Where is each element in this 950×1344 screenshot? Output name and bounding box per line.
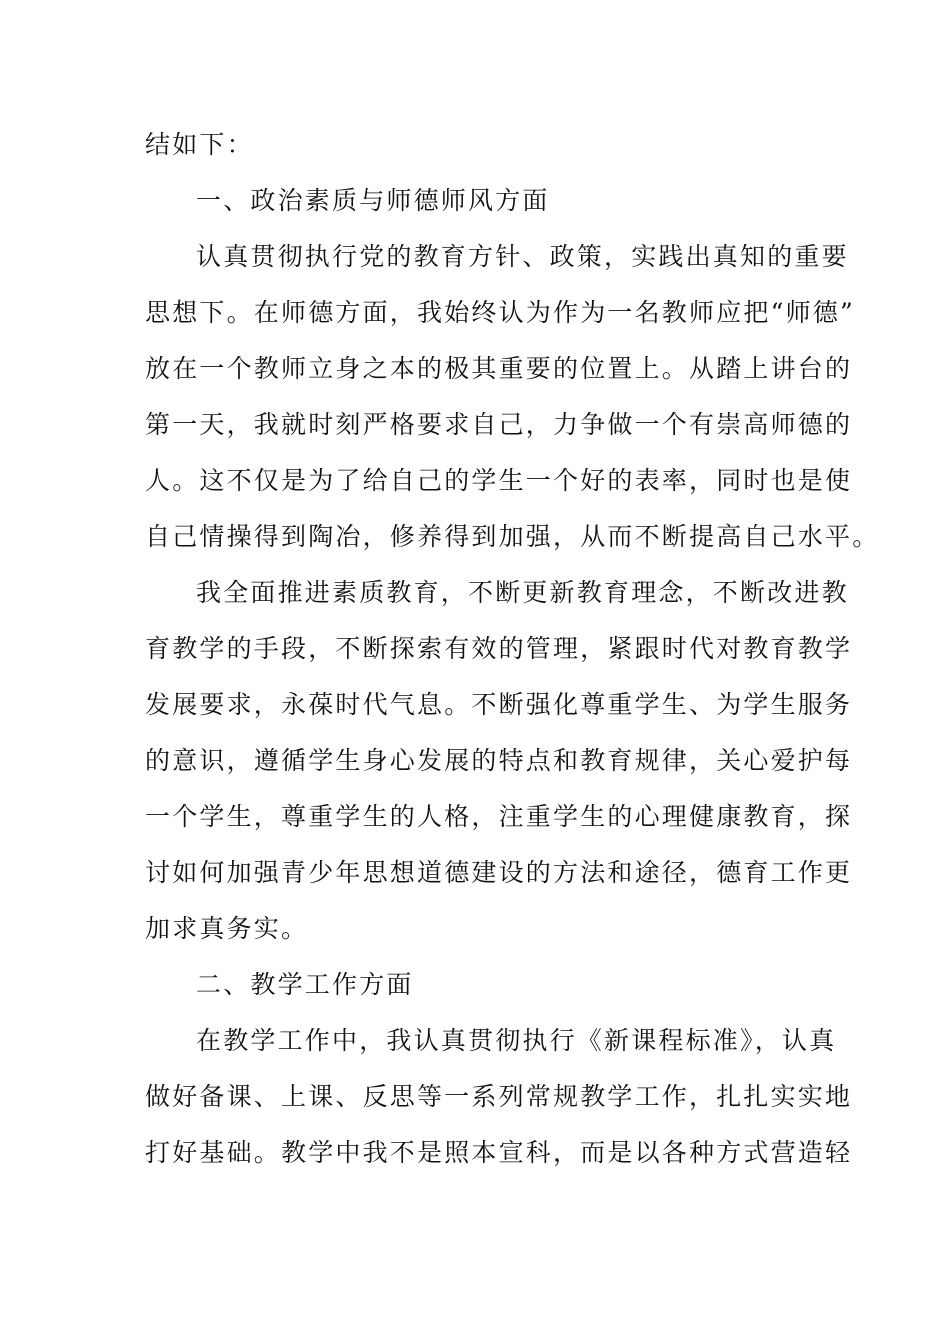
text-line: 认真贯彻执行党的教育方针、政策，实践出真知的重要 bbox=[196, 242, 849, 271]
text-line: 自己情操得到陶冶，修养得到加强，从而不断提高自己水平。 bbox=[145, 522, 880, 551]
text-line: 发展要求，永葆时代气息。不断强化尊重学生、为学生服务 bbox=[145, 690, 853, 719]
text-line: 第一天，我就时刻严格要求自己，力争做一个有崇高师德的 bbox=[145, 410, 853, 439]
text-line: 放在一个教师立身之本的极其重要的位置上。从踏上讲台的 bbox=[145, 354, 853, 383]
text-line: 一个学生，尊重学生的人格，注重学生的心理健康教育，探 bbox=[145, 802, 853, 831]
text-line: 我全面推进素质教育，不断更新教育理念，不断改进教 bbox=[196, 578, 849, 607]
section-heading-1: 一、政治素质与师德师风方面 bbox=[196, 186, 550, 215]
text-line: 打好基础。教学中我不是照本宣科，而是以各种方式营造轻 bbox=[145, 1138, 853, 1167]
text-line: 做好备课、上课、反思等一系列常规教学工作，扎扎实实地 bbox=[145, 1082, 853, 1111]
text-line: 的意识，遵循学生身心发展的特点和教育规律，关心爱护每 bbox=[145, 746, 853, 775]
text-line: 在教学工作中，我认真贯彻执行《新课程标准》，认真 bbox=[196, 1026, 837, 1055]
text-line: 人。这不仅是为了给自己的学生一个好的表率，同时也是使 bbox=[145, 466, 853, 495]
text-line: 思想下。在师德方面，我始终认为作为一名教师应把“师德” bbox=[145, 298, 855, 327]
text-line: 结如下： bbox=[145, 130, 254, 159]
section-heading-2: 二、教学工作方面 bbox=[196, 970, 414, 999]
text-line: 加求真务实。 bbox=[145, 914, 309, 943]
text-line: 育教学的手段，不断探索有效的管理，紧跟时代对教育教学 bbox=[145, 634, 853, 663]
text-line: 讨如何加强青少年思想道德建设的方法和途径，德育工作更 bbox=[145, 858, 853, 887]
